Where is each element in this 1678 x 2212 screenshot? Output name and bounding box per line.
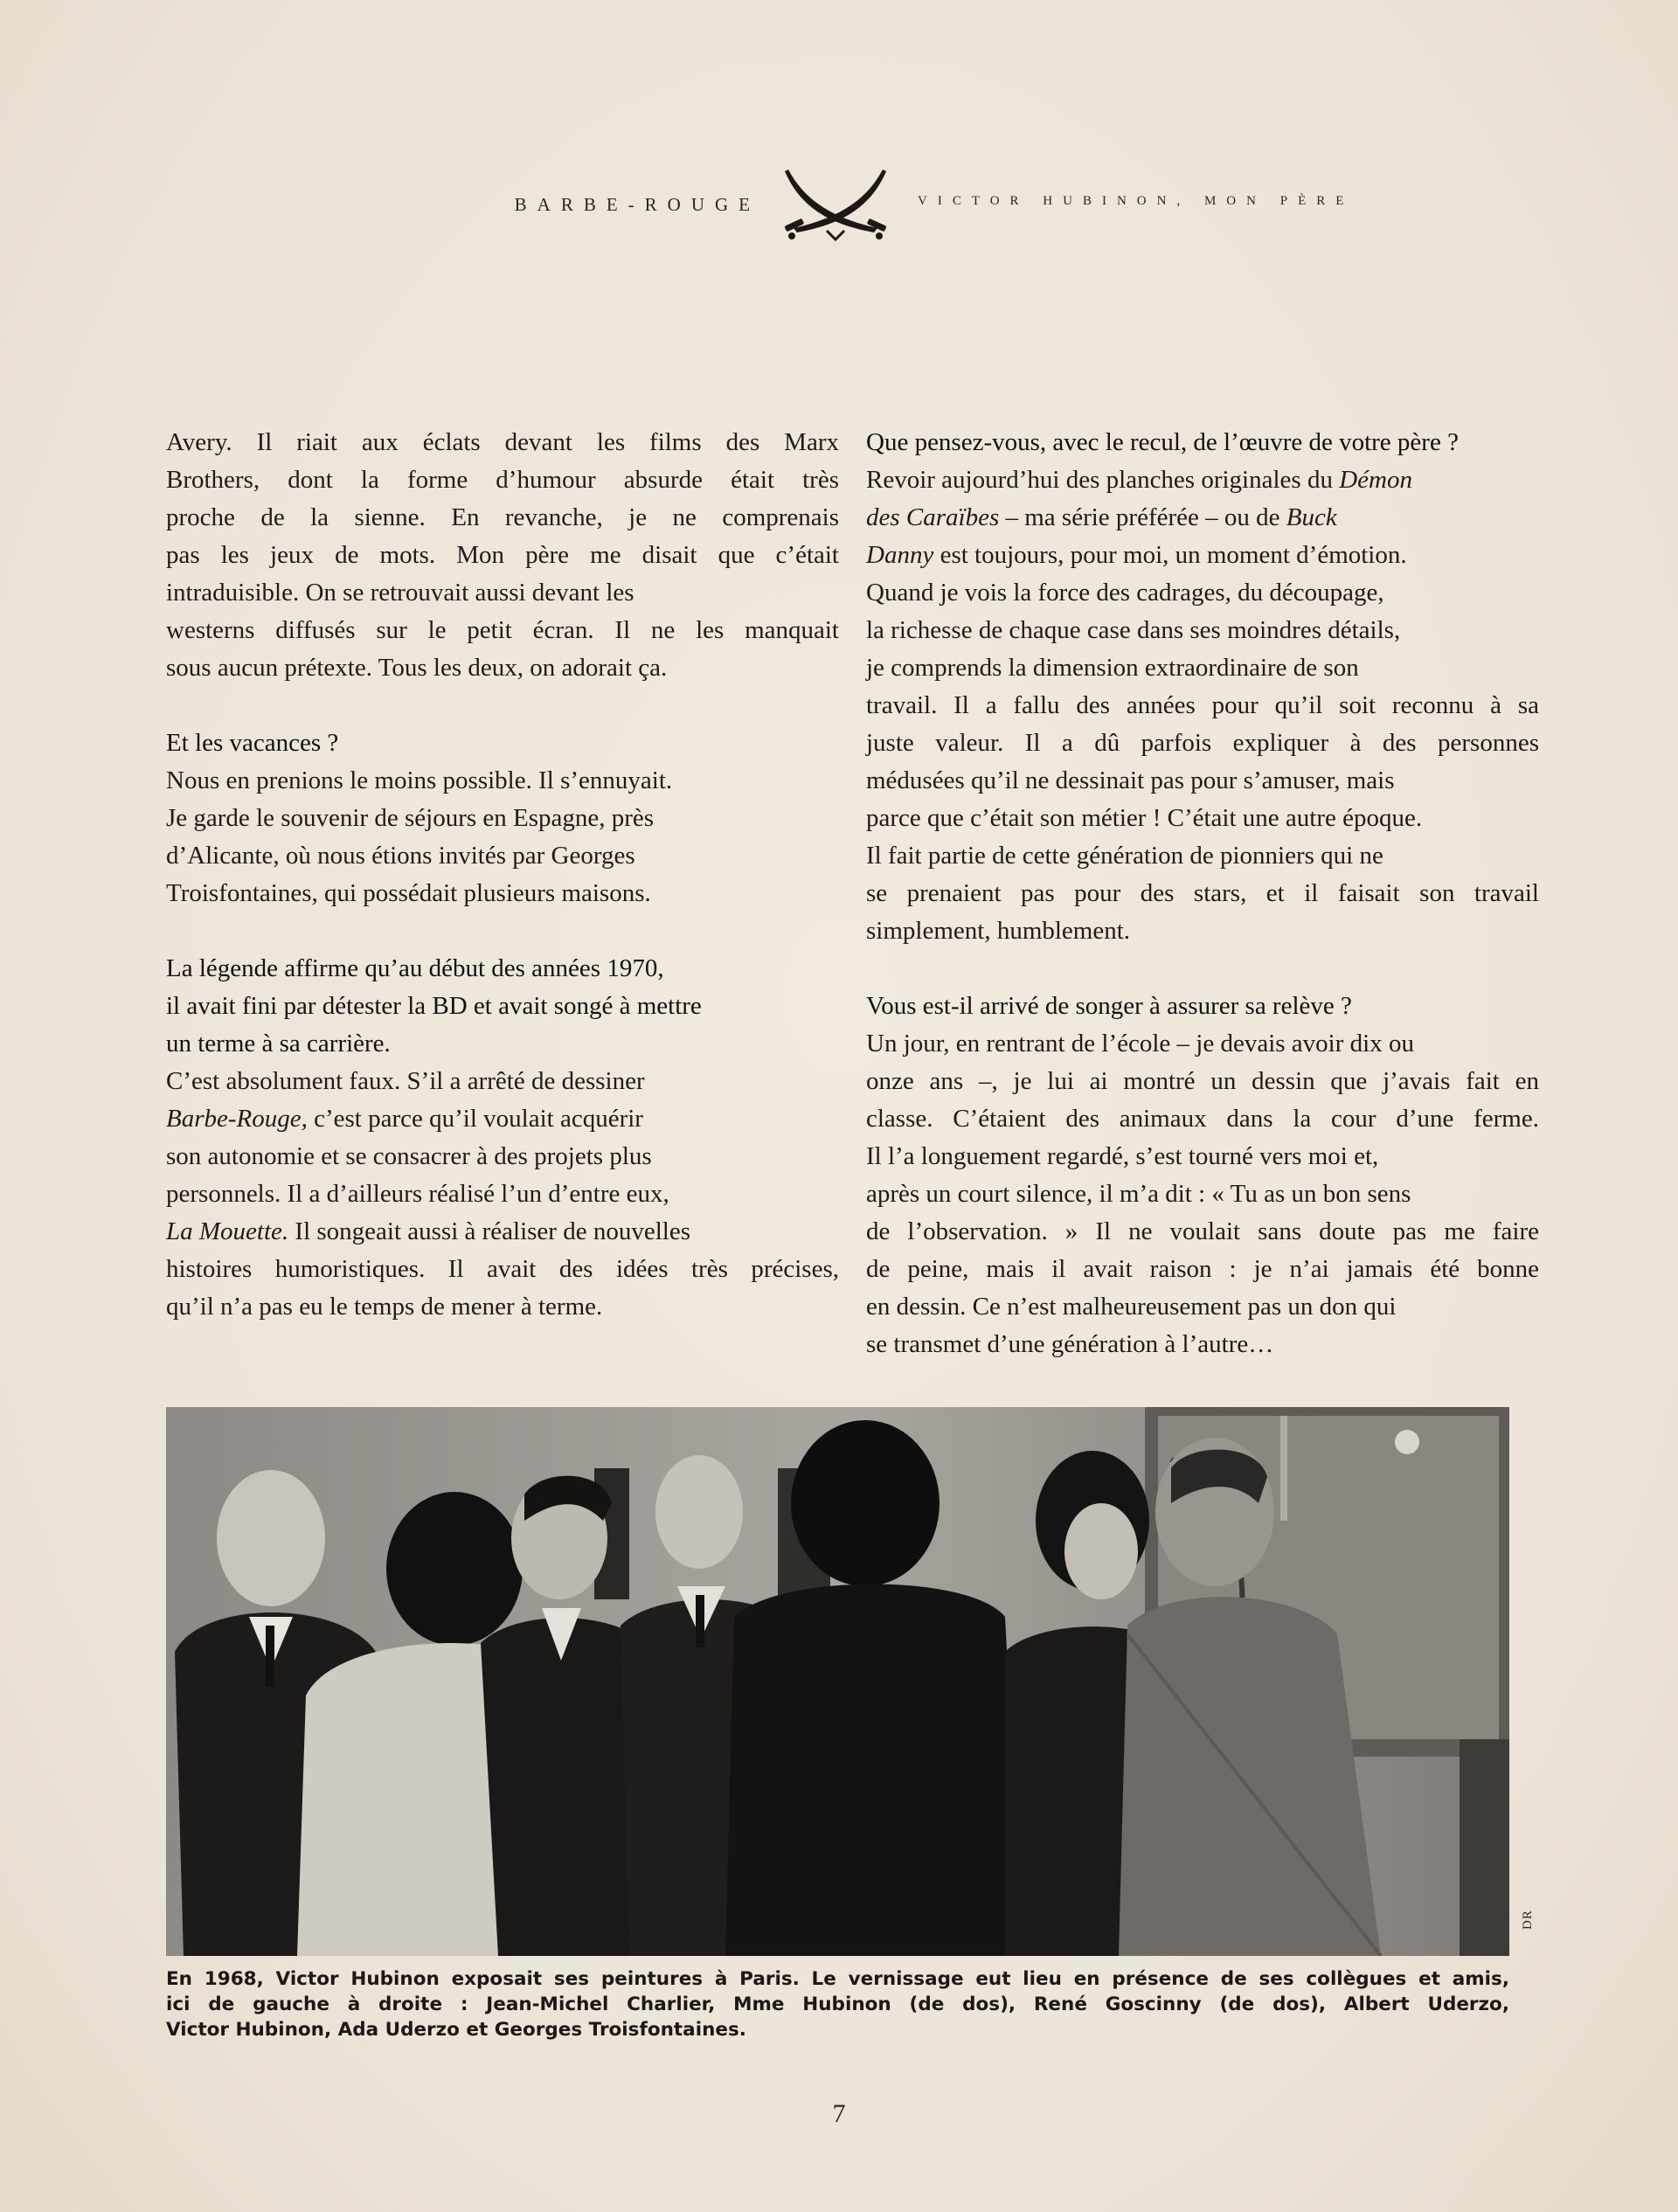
question-heading: Et les vacances ? bbox=[166, 729, 339, 757]
text-line: se transmet d’une génération à l’autre… bbox=[866, 1330, 1274, 1358]
text-line: simplement, humblement. bbox=[866, 917, 1131, 945]
text-line: pas les jeux de mots. Mon père me disait que c’était bbox=[166, 541, 839, 569]
question-heading-line: il avait fini par détester la BD et avait songé à mettre bbox=[166, 992, 702, 1020]
text-line: de l’observation. » Il ne voulait sans doute pas me faire bbox=[866, 1217, 1539, 1245]
text-line: sous aucun prétexte. Tous les deux, on adorait ça. bbox=[166, 654, 668, 682]
text-line: en dessin. Ce n’est malheureusement pas un don qui bbox=[866, 1293, 1397, 1321]
text-line: se prenaient pas pour des stars, et il faisait son travail bbox=[866, 879, 1539, 907]
text-line: après un court silence, il m’a dit : « Tu as un bon sens bbox=[866, 1180, 1411, 1208]
text-line: Avery. Il riait aux éclats devant les films des Marx bbox=[166, 428, 839, 456]
text-line: Danny est toujours, pour moi, un moment d’émotion. bbox=[866, 541, 1407, 569]
qa-block-oeuvre bbox=[866, 424, 1539, 950]
answer-paragraph-1 bbox=[166, 424, 839, 687]
running-header-series: BARBE-ROUGE bbox=[514, 194, 760, 215]
question-heading-line: La légende affirme qu’au début des années 1970, bbox=[166, 954, 664, 982]
qa-block-legende bbox=[166, 950, 839, 1326]
text-line: classe. C’étaient des animaux dans la cour d’une ferme. bbox=[866, 1105, 1539, 1133]
question-heading: Vous est-il arrivé de songer à assurer sa relève ? bbox=[866, 992, 1352, 1020]
text-line: Revoir aujourd’hui des planches originales du Démon bbox=[866, 466, 1412, 494]
text-line: onze ans –, je lui ai montré un dessin que j’avais fait en bbox=[866, 1067, 1539, 1095]
photo-caption bbox=[166, 1966, 1509, 2042]
page-number: 7 bbox=[832, 2099, 846, 2128]
text-line: La Mouette. Il songeait aussi à réaliser de nouvelles bbox=[166, 1217, 690, 1245]
text-line: travail. Il a fallu des années pour qu’il soit reconnu à sa bbox=[866, 691, 1539, 719]
photo-credit: DR bbox=[1521, 1910, 1535, 1930]
qa-block-releve bbox=[866, 988, 1539, 1363]
book-title: Démon bbox=[1339, 466, 1412, 494]
text-line: personnels. Il a d’ailleurs réalisé l’un d’entre eux, bbox=[166, 1180, 669, 1208]
text-line: je comprends la dimension extraordinaire de son bbox=[866, 654, 1359, 682]
text-line: westerns diffusés sur le petit écran. Il ne les manquait bbox=[166, 616, 839, 644]
text-line: Nous en prenions le moins possible. Il s’ennuyait. bbox=[166, 766, 673, 794]
crossed-sabres-icon bbox=[776, 164, 895, 245]
caption-line: En 1968, Victor Hubinon exposait ses peintures à Paris. Le vernissage eut lieu en présence de ses collègues et amis, bbox=[166, 1968, 1509, 1990]
text-line: d’Alicante, où nous étions invités par Georges bbox=[166, 842, 635, 870]
text-line: Troisfontaines, qui possédait plusieurs maisons. bbox=[166, 879, 651, 907]
running-header-chapter: VICTOR HUBINON, MON PÈRE bbox=[918, 194, 1355, 208]
text-line: juste valeur. Il a dû parfois expliquer à des personnes bbox=[866, 729, 1539, 757]
caption-line: Victor Hubinon, Ada Uderzo et Georges Troisfontaines. bbox=[166, 2019, 746, 2041]
text-line: Brothers, dont la forme d’humour absurde était très bbox=[166, 466, 839, 494]
book-title: des Caraïbes bbox=[866, 503, 1000, 531]
book-title: La Mouette. bbox=[166, 1217, 289, 1245]
text-line: de peine, mais il avait raison : je n’ai jamais été bonne bbox=[866, 1255, 1539, 1283]
text-line: Barbe-Rouge, c’est parce qu’il voulait acquérir bbox=[166, 1105, 643, 1133]
book-title: Buck bbox=[1286, 503, 1337, 531]
text-line: Il l’a longuement regardé, s’est tourné vers moi et, bbox=[866, 1142, 1379, 1170]
text-line: Quand je vois la force des cadrages, du découpage, bbox=[866, 579, 1384, 607]
book-title: Danny bbox=[866, 541, 934, 569]
text-line: histoires humoristiques. Il avait des idées très précises, bbox=[166, 1255, 839, 1283]
right-column bbox=[866, 424, 1539, 1401]
left-column bbox=[166, 424, 839, 1363]
text-line: intraduisible. On se retrouvait aussi devant les bbox=[166, 579, 634, 607]
book-title: Barbe-Rouge, bbox=[166, 1105, 308, 1133]
text-line: son autonomie et se consacrer à des projets plus bbox=[166, 1142, 652, 1170]
text-line: proche de la sienne. En revanche, je ne comprenais bbox=[166, 503, 839, 531]
qa-block-vacances bbox=[166, 725, 839, 912]
question-heading: Que pensez-vous, avec le recul, de l’œuvre de votre père ? bbox=[866, 428, 1459, 456]
text-line: Un jour, en rentrant de l’école – je devais avoir dix ou bbox=[866, 1030, 1414, 1057]
text-line: médusées qu’il ne dessinait pas pour s’amuser, mais bbox=[866, 766, 1395, 794]
text-line: la richesse de chaque case dans ses moindres détails, bbox=[866, 616, 1401, 644]
text-line: parce que c’était son métier ! C’était une autre époque. bbox=[866, 804, 1423, 832]
text-line: C’est absolument faux. S’il a arrêté de dessiner bbox=[166, 1067, 645, 1095]
vernissage-photo bbox=[166, 1407, 1509, 1956]
text-line: des Caraïbes – ma série préférée – ou de Buck bbox=[866, 503, 1337, 531]
text-line: qu’il n’a pas eu le temps de mener à terme. bbox=[166, 1293, 603, 1321]
question-heading-line: un terme à sa carrière. bbox=[166, 1030, 391, 1057]
text-line: Je garde le souvenir de séjours en Espagne, près bbox=[166, 804, 655, 832]
text-line: Il fait partie de cette génération de pionniers qui ne bbox=[866, 842, 1383, 870]
caption-line: ici de gauche à droite : Jean-Michel Charlier, Mme Hubinon (de dos), René Goscinny (de dos), Albert Uderzo, bbox=[166, 1994, 1509, 2015]
